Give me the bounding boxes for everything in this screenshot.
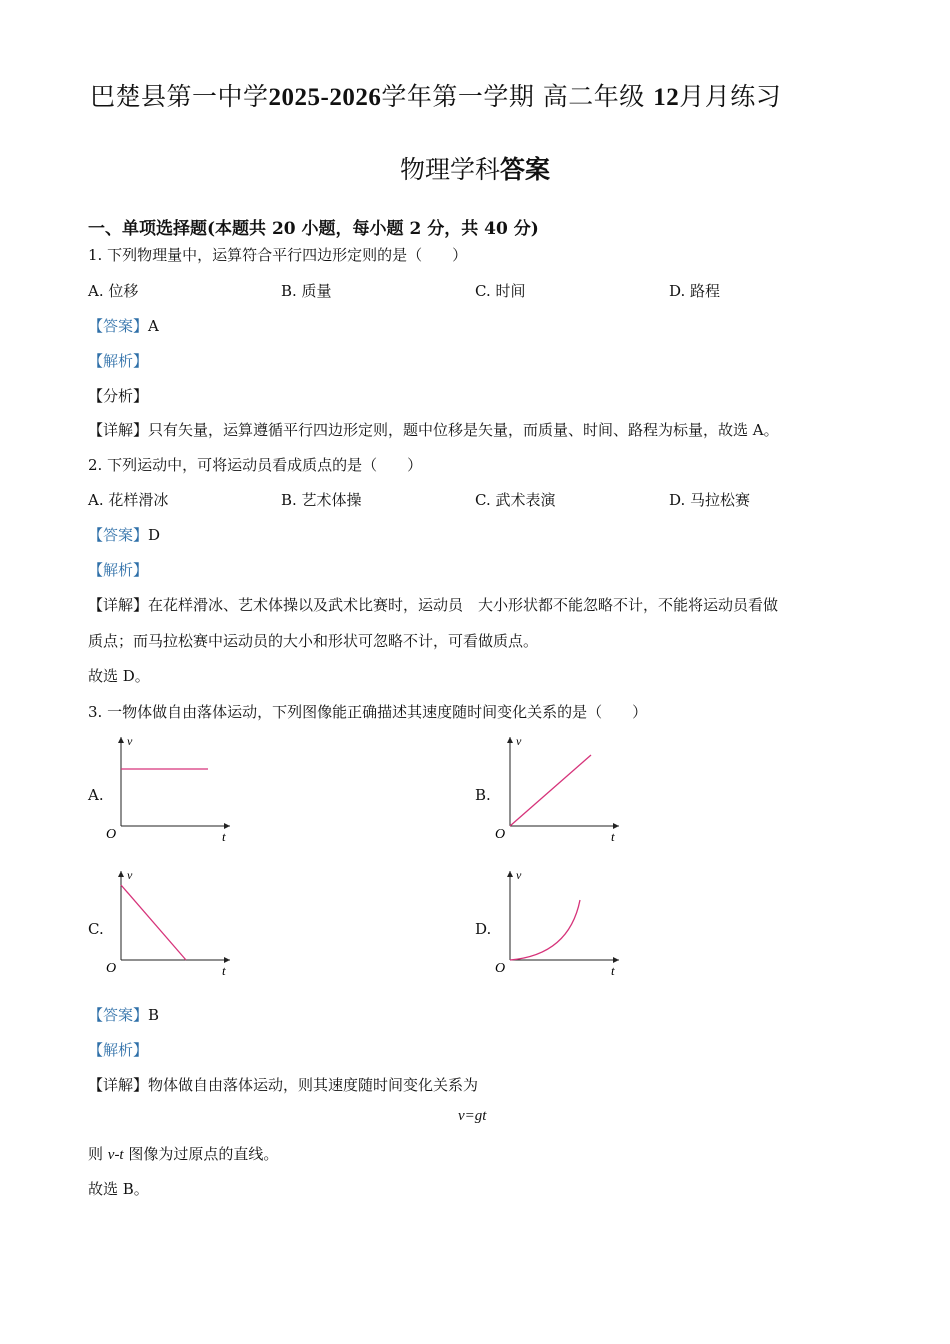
graph-b-line <box>510 755 591 826</box>
q1-detail: 【详解】只有矢量，运算遵循平行四边形定则，题中位移是矢量，而质量、时间、路程为标量，故选 A。 <box>88 421 779 439</box>
q3-option-c-label: C. <box>88 920 104 938</box>
q1-stem: 1. 下列物理量中，运算符合平行四边形定则的是（ ） <box>88 246 468 264</box>
t-label: t <box>611 963 615 978</box>
origin-label: O <box>106 827 117 842</box>
origin-label: O <box>495 961 506 976</box>
q2-detail-line2: 质点；而马拉松赛中运动员的大小和形状可忽略不计，可看做质点。 <box>88 632 539 650</box>
v-label: v <box>127 734 133 748</box>
q3-graph-a <box>100 733 240 845</box>
q3-analysis-tag: 【解析】 <box>88 1041 149 1059</box>
q2-analysis-tag: 【解析】 <box>88 561 149 579</box>
q3-stem: 3. 一物体做自由落体运动，下列图像能正确描述其速度随时间变化关系的是（ ） <box>88 703 648 721</box>
section-heading: 一、单项选择题(本题共 20 小题，每小题 2 分，共 40 分) <box>88 219 539 239</box>
q3-answer: 【答案】B <box>88 1006 160 1024</box>
q1-fenxi-tag: 【分析】 <box>88 387 149 405</box>
q3-graph-c <box>100 867 240 979</box>
graph-d-curve <box>510 900 580 960</box>
q2-answer: 【答案】D <box>88 526 161 544</box>
q2-conclusion: 故选 D。 <box>88 667 150 685</box>
q1-analysis-tag: 【解析】 <box>88 352 149 370</box>
graph-c-line <box>121 885 186 960</box>
q2-detail-line1: 【详解】在花样滑冰、艺术体操以及武术比赛时，运动员 大小形状都不能忽略不计，不能将运动员看做 <box>88 596 779 614</box>
v-label: v <box>127 868 133 882</box>
t-label: t <box>222 829 226 844</box>
q3-detail: 【详解】物体做自由落体运动，则其速度随时间变化关系为 <box>88 1076 479 1094</box>
q3-option-a-label: A. <box>88 786 104 804</box>
q1-option-b: B. 质量 <box>281 282 332 300</box>
q2-option-d: D. 马拉松赛 <box>669 491 751 509</box>
q2-option-a: A. 花样滑冰 <box>88 491 169 509</box>
t-label: t <box>222 963 226 978</box>
q1-option-c: C. 时间 <box>475 282 526 300</box>
q3-option-b-label: B. <box>475 786 491 804</box>
document-subtitle: 物理学科答案 <box>400 155 551 184</box>
q2-option-c: C. 武术表演 <box>475 491 556 509</box>
q3-graph-d <box>489 867 629 979</box>
origin-label: O <box>106 961 117 976</box>
q1-option-d: D. 路程 <box>669 282 721 300</box>
q3-formula: v=gt <box>458 1108 487 1124</box>
q2-option-b: B. 艺术体操 <box>281 491 362 509</box>
q1-option-a: A. 位移 <box>88 282 139 300</box>
v-label: v <box>516 868 522 882</box>
q2-stem: 2. 下列运动中，可将运动员看成质点的是（ ） <box>88 456 423 474</box>
t-label: t <box>611 829 615 844</box>
q3-option-d-label: D. <box>475 920 492 938</box>
v-label: v <box>516 734 522 748</box>
q3-graph-b <box>489 733 629 845</box>
q3-vt-line: 则 v-t 图像为过原点的直线。 <box>88 1145 279 1163</box>
document-title: 巴楚县第一中学2025-2026学年第一学期 高二年级 12月月练习 <box>90 82 782 111</box>
q3-conclusion: 故选 B。 <box>88 1180 149 1198</box>
q1-answer: 【答案】A <box>88 317 159 335</box>
origin-label: O <box>495 827 506 842</box>
